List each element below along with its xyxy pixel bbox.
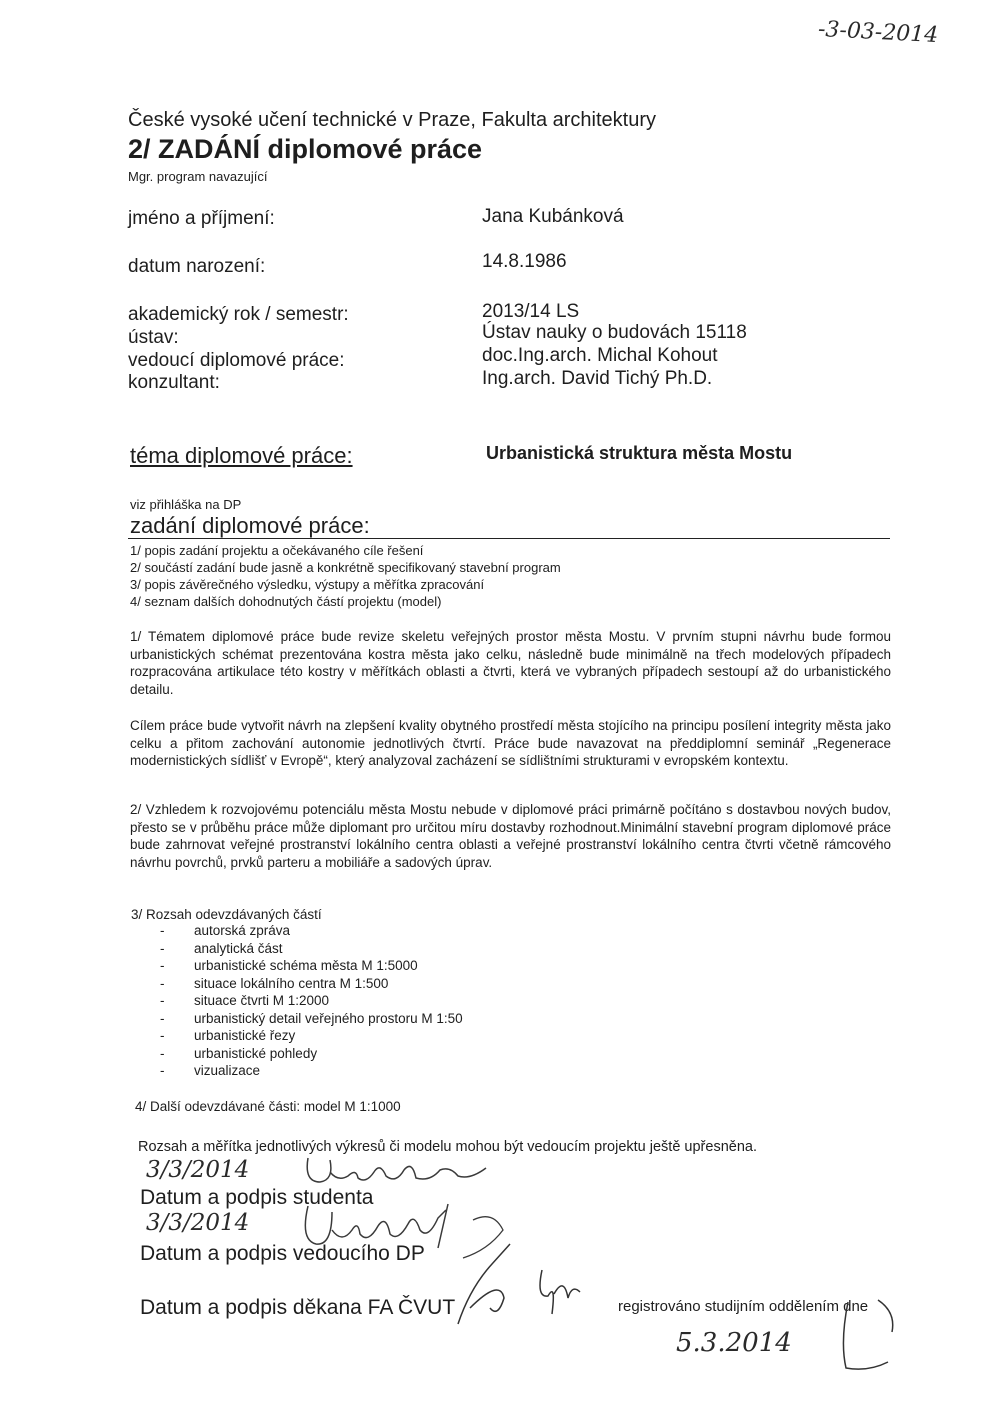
- application-note: viz přihláška na DP: [130, 497, 242, 512]
- page-title: 2/ ZADÁNÍ diplomové práce: [128, 134, 483, 164]
- scope-item: - autorská zpráva: [160, 923, 291, 938]
- supervisor-date-handwritten: 3/3/2014: [146, 1210, 250, 1236]
- assignment-point: 3/ popis závěrečného výsledku, výstupy a měřítka zpracování: [130, 577, 485, 592]
- consultant-value: Ing.arch. David Tichý Ph.D.: [482, 368, 713, 389]
- registry-signature: [838, 1292, 898, 1382]
- dean-signature-label: Datum a podpis děkana FA ČVUT: [140, 1296, 456, 1319]
- scope-item: - vizualizace: [160, 1063, 261, 1078]
- name-label: jméno a příjmení:: [128, 208, 275, 229]
- topic-label: téma diplomové práce:: [130, 443, 353, 468]
- department-value: Ústav nauky o budovách 15118: [482, 322, 747, 343]
- paragraph-building-program: 2/ Vzhledem k rozvojovému potenciálu města Mostu nebude v diplomové práci primárně počítáno s dostavbou nových budov, přesto se v průběhu práce může diplomant pro určitou míru dostavby rozhodnout.Minimální stavební program diplomové práce bude zahrnovat veřejné prostranství lokálního centra oblasti a veřejné prostranství lokálního centra čtvrti včetně rámcového návrhu povrchů, prvků parteru a mobiliáře a sadových úprav.: [130, 802, 891, 870]
- assignment-point: 2/ součástí zadání bude jasně a konkrétně specifikovaný stavební program: [130, 560, 561, 575]
- paragraph-project-description: 1/ Tématem diplomové práce bude revize skeletu veřejných prostor města Mostu. V prvním stupni návrhu bude formou urbanistických schémat prezentována kostra města jako celku, následně bude minimálně na třech modelových případech rozpracována artikulace této kostry v měřítkách oblasti a čtvrti, která ve vybraných případech sestoupí až do urbanistického detailu.: [130, 629, 891, 697]
- year-label: akademický rok / semestr:: [128, 304, 349, 325]
- scope-item: - urbanistické pohledy: [160, 1045, 318, 1061]
- scope-item: - situace lokálního centra M 1:500: [160, 975, 389, 991]
- topic-value: Urbanistická struktura města Mostu: [486, 443, 793, 463]
- consultant-label: konzultant:: [128, 372, 220, 393]
- student-signature-label: Datum a podpis studenta: [140, 1186, 374, 1209]
- scope-item: - urbanistické schéma města M 1:5000: [160, 958, 418, 973]
- registry-date-handwritten: 5.3.2014: [676, 1328, 792, 1358]
- name-value: Jana Kubánková: [482, 206, 624, 227]
- assignment-point: 1/ popis zadání projektu a očekávaného cíle řešení: [130, 543, 424, 558]
- scope-item: - urbanistické řezy: [160, 1028, 296, 1043]
- assignment-heading: zadání diplomové práce:: [130, 513, 370, 538]
- year-value: 2013/14 LS: [482, 301, 580, 322]
- scope-list: [160, 922, 463, 1080]
- birth-label: datum narození:: [128, 256, 266, 277]
- other-parts: 4/ Další odevzdávané části: model M 1:1000: [135, 1099, 401, 1114]
- institution-name: České vysoké učení technické v Praze, Fakulta architektury: [128, 109, 657, 131]
- paragraph-goal: Cílem práce bude vytvořit návrh na zlepšení kvality obytného prostředí města stojícího na principu posílení integrity města jako celku a přitom zachování autonomie jednotlivých čtvrtí. Práce bude navazovat na předdiplomní seminář „Regenerace modernistických sídlišť v Evropě“, který analyzoval zacházení se sídlištními strukturami v evropském kontextu.: [130, 718, 891, 768]
- supervisor-signature-label: Datum a podpis vedoucího DP: [140, 1242, 425, 1265]
- scope-item: - urbanistický detail veřejného prostoru M 1:50: [160, 1010, 463, 1026]
- scope-heading: 3/ Rozsah odevzdávaných částí: [131, 907, 322, 922]
- supervisor-label: vedoucí diplomové práce:: [128, 350, 345, 371]
- assignment-points: [130, 542, 561, 610]
- program-subtitle: Mgr. program navazující: [128, 169, 268, 184]
- dean-signature: [440, 1238, 590, 1328]
- heading-divider: [128, 538, 890, 539]
- scope-note: Rozsah a měřítka jednotlivých výkresů či modelu mohou být vedoucím projektu ještě upřesněna.: [138, 1139, 757, 1155]
- scope-item: - analytická část: [160, 940, 283, 956]
- birth-value: 14.8.1986: [482, 251, 567, 272]
- scope-item: - situace čtvrti M 1:2000: [160, 993, 330, 1008]
- supervisor-value: doc.Ing.arch. Michal Kohout: [482, 345, 718, 366]
- department-label: ústav:: [128, 327, 179, 348]
- student-date-handwritten: 3/3/2014: [146, 1157, 250, 1183]
- received-date-stamp: -3-03-2014: [817, 16, 939, 49]
- assignment-point: 4/ seznam dalších dohodnutých částí projektu (model): [130, 594, 442, 609]
- registry-label: registrováno studijním oddělením dne: [618, 1298, 869, 1315]
